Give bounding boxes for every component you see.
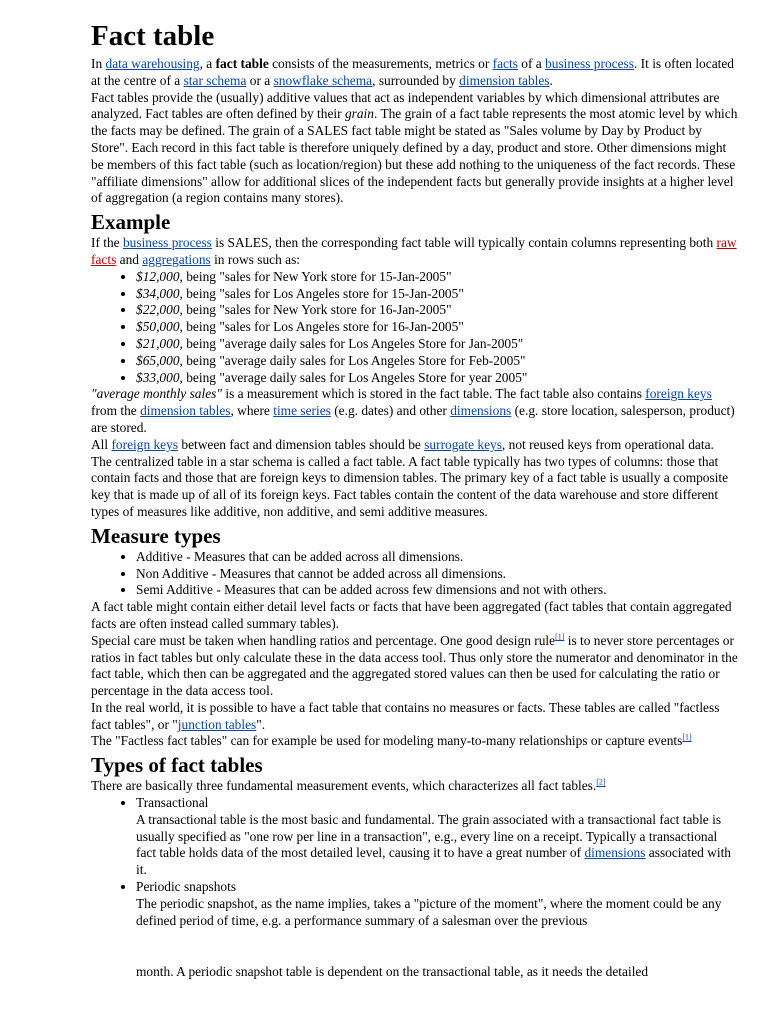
fact-table-types-list xyxy=(91,795,738,981)
text: , a xyxy=(199,56,216,71)
row-desc: , being "average daily sales for Los Angeles Store for Jan-2005" xyxy=(179,335,524,351)
measure-types-list xyxy=(91,549,738,599)
text: . It is often located at the centre of a xyxy=(91,56,734,88)
row-desc: , being "average daily sales for Los Angeles Store for Feb-2005" xyxy=(179,352,526,368)
text: The "Factless fact tables" can for example be used for modeling many-to-many relationships or capture events xyxy=(91,733,683,749)
text: , not reused keys from operational data. xyxy=(501,436,714,452)
italic-term-average-monthly-sales: "average monthly sales" xyxy=(91,386,222,402)
link-business-process[interactable]: business process xyxy=(122,235,212,251)
bold-term-fact-table: fact table xyxy=(215,56,269,71)
example-rows-list xyxy=(91,269,738,387)
text: between fact and dimension tables should be xyxy=(178,436,425,452)
list-item xyxy=(136,319,738,336)
text: , surrounded by xyxy=(372,72,460,88)
reference-link[interactable]: [2] xyxy=(596,777,606,787)
text: . The grain of a fact table represents the most atomic level by which the facts may be defined. The grain of a SALES fact table might be stated as "Sales volume by Day by Product by Store". Each record in this fact table is therefore uniquely defined by a day, product and store. Other dimensions might be members of this fact table (such as location/region) but these add nothing to the uniqueness of the fact records. These "affiliate dimensions" allow for additional slices of the independent facts but generally provide insights at a higher level of aggregation (a region contains many stores). xyxy=(91,106,738,206)
row-value: $50,000 xyxy=(136,319,180,335)
list-item xyxy=(136,302,738,319)
text: In the real world, it is possible to have a fact table that contains no measures or facts. These tables are called "factless fact tables", or " xyxy=(91,699,720,732)
link-dimension-tables[interactable]: dimension tables xyxy=(140,403,231,419)
link-surrogate-keys[interactable]: surrogate keys xyxy=(424,436,502,452)
reference-link[interactable]: [1] xyxy=(682,733,692,743)
text: from the xyxy=(91,403,141,419)
item-title: Transactional xyxy=(136,795,209,811)
link-junction-tables[interactable]: junction tables xyxy=(177,716,257,732)
link-foreign-keys[interactable]: foreign keys xyxy=(645,386,712,402)
list-item xyxy=(136,269,738,286)
page-gap xyxy=(136,929,738,964)
list-item: • Additive - Measures that can be added across all dimensions. xyxy=(136,549,738,566)
text: . xyxy=(549,72,553,88)
link-dimension-tables[interactable]: dimension tables xyxy=(459,72,550,88)
text: and xyxy=(116,251,143,267)
text: or a xyxy=(246,72,274,88)
link-aggregations[interactable]: aggregations xyxy=(142,251,211,267)
text: (e.g. store location, salesperson, product) are stored. xyxy=(91,403,735,435)
list-item-periodic-snapshots xyxy=(136,879,738,981)
row-desc: , being "sales for New York store for 16-Jan-2005" xyxy=(179,302,452,318)
row-desc: , being "sales for Los Angeles store for 16-Jan-2005" xyxy=(179,319,464,335)
text: , where xyxy=(230,403,274,419)
link-time-series[interactable]: time series xyxy=(273,403,331,419)
row-value: $21,000 xyxy=(136,335,180,351)
row-desc: , being "sales for New York store for 15-Jan-2005" xyxy=(179,268,452,284)
list-item-transactional xyxy=(136,795,738,879)
row-value: $12,000 xyxy=(136,268,180,284)
reference-link[interactable]: [1] xyxy=(555,632,565,642)
list-item xyxy=(136,336,738,353)
link-facts[interactable]: facts xyxy=(492,56,518,71)
text: The periodic snapshot, as the name implies, takes a "picture of the moment", where the moment could be any defined period of time, e.g. a performance summary of a salesman over the previous xyxy=(136,895,722,928)
example-paragraph-4: The centralized table in a star schema is called a fact table. A fact table typically has two types of columns: those that contain facts and those that are foreign keys to dimension tables. The primary key of a fact table is usually a composite key that is made up of all of its foreign keys. Fact tables contain the content of the data warehouse and store different types of measures like additive, non additive, and semi additive measures. xyxy=(91,453,729,519)
page-title: Fact table xyxy=(91,20,215,52)
row-desc: , being "average daily sales for Los Angeles Store for year 2005" xyxy=(179,369,528,385)
row-value: $34,000 xyxy=(136,285,180,301)
text: A transactional table is the most basic and fundamental. The grain associated with a transactional fact table is usually specified as "one row per line in a transaction", e.g., every line on a receipt. Typically a transactional fact table holds data of the most detailed level, causing it to have a great number of xyxy=(136,811,722,861)
link-snowflake-schema[interactable]: snowflake schema xyxy=(273,72,373,88)
text: month. A periodic snapshot table is dependent on the transactional table, as it needs the detailed xyxy=(136,964,649,980)
list-item xyxy=(136,370,738,387)
text: in rows such as: xyxy=(210,251,300,267)
measure-paragraph-3 xyxy=(91,700,738,734)
text: is SALES, then the corresponding fact table will typically contain columns representing both xyxy=(211,235,717,251)
intro-paragraph-1 xyxy=(91,56,738,90)
item-description xyxy=(136,896,738,930)
row-desc: , being "sales for Los Angeles store for 15-Jan-2005" xyxy=(179,285,464,301)
row-value: $33,000 xyxy=(136,369,180,385)
measure-paragraph-1: A fact table might contain either detail level facts or facts that have been aggregated (fact tables that contain aggregated facts are often instead called summary tables). xyxy=(91,599,732,631)
list-item: • Semi Additive - Measures that can be added across few dimensions and not with others. xyxy=(136,582,738,599)
text: associated with it. xyxy=(136,845,731,878)
text: In xyxy=(91,56,106,71)
link-star-schema[interactable]: star schema xyxy=(183,72,247,88)
list-item xyxy=(136,286,738,303)
link-business-process[interactable]: business process xyxy=(545,56,634,71)
link-data-warehousing[interactable]: data warehousing xyxy=(105,56,200,71)
intro-paragraph-2 xyxy=(91,90,738,208)
text: If the xyxy=(91,235,123,251)
example-paragraph-3 xyxy=(91,437,738,454)
text: All xyxy=(91,436,112,452)
item-title: Periodic snapshots xyxy=(136,879,237,895)
list-item xyxy=(136,353,738,370)
link-dimensions[interactable]: dimensions xyxy=(584,845,646,861)
measure-paragraph-2 xyxy=(91,633,738,700)
example-paragraph-2 xyxy=(91,386,738,436)
measure-paragraph-4 xyxy=(91,733,738,750)
reference-1[interactable] xyxy=(555,632,564,641)
text: ". xyxy=(256,716,266,732)
item-description-continued xyxy=(136,964,738,981)
example-paragraph-1 xyxy=(91,235,738,269)
section-heading-types: Types of fact tables xyxy=(91,753,263,778)
text: is to never store percentages or ratios in fact tables but only calculate these in the data access tool. Thus only store the numerator and denominator in the fact table, which then can be aggregated and the aggregated stored values can then be used for calculating the ratio or percentage in the data access tool. xyxy=(91,632,738,699)
text: is a measurement which is stored in the fact table. The fact table also contains xyxy=(222,386,646,402)
types-paragraph-1 xyxy=(91,778,738,795)
link-dimensions[interactable]: dimensions xyxy=(450,403,512,419)
text: Special care must be taken when handling ratios and percentage. One good design rule xyxy=(91,632,556,648)
row-value: $22,000 xyxy=(136,302,180,318)
row-value: $65,000 xyxy=(136,352,180,368)
section-heading-measure-types: Measure types xyxy=(91,523,221,548)
text: (e.g. dates) and other xyxy=(330,403,451,419)
text: There are basically three fundamental measurement events, which characterizes all fact tables. xyxy=(91,778,597,794)
link-foreign-keys[interactable]: foreign keys xyxy=(111,436,179,452)
text: of a xyxy=(517,56,546,71)
reference-2[interactable] xyxy=(596,778,605,787)
link-raw-facts[interactable]: raw facts xyxy=(91,235,737,267)
text: consists of the measurements, metrics or xyxy=(268,56,493,71)
list-item: • Non Additive - Measures that cannot be added across all dimensions. xyxy=(136,566,738,583)
italic-term-grain: grain xyxy=(344,106,374,122)
item-description xyxy=(136,812,738,879)
text: Fact tables provide the (usually) additive values that act as independent variables by which dimensional attributes are analyzed. Fact tables are often defined by their xyxy=(91,89,720,122)
reference-1[interactable] xyxy=(682,733,691,742)
section-heading-example: Example xyxy=(91,210,171,235)
